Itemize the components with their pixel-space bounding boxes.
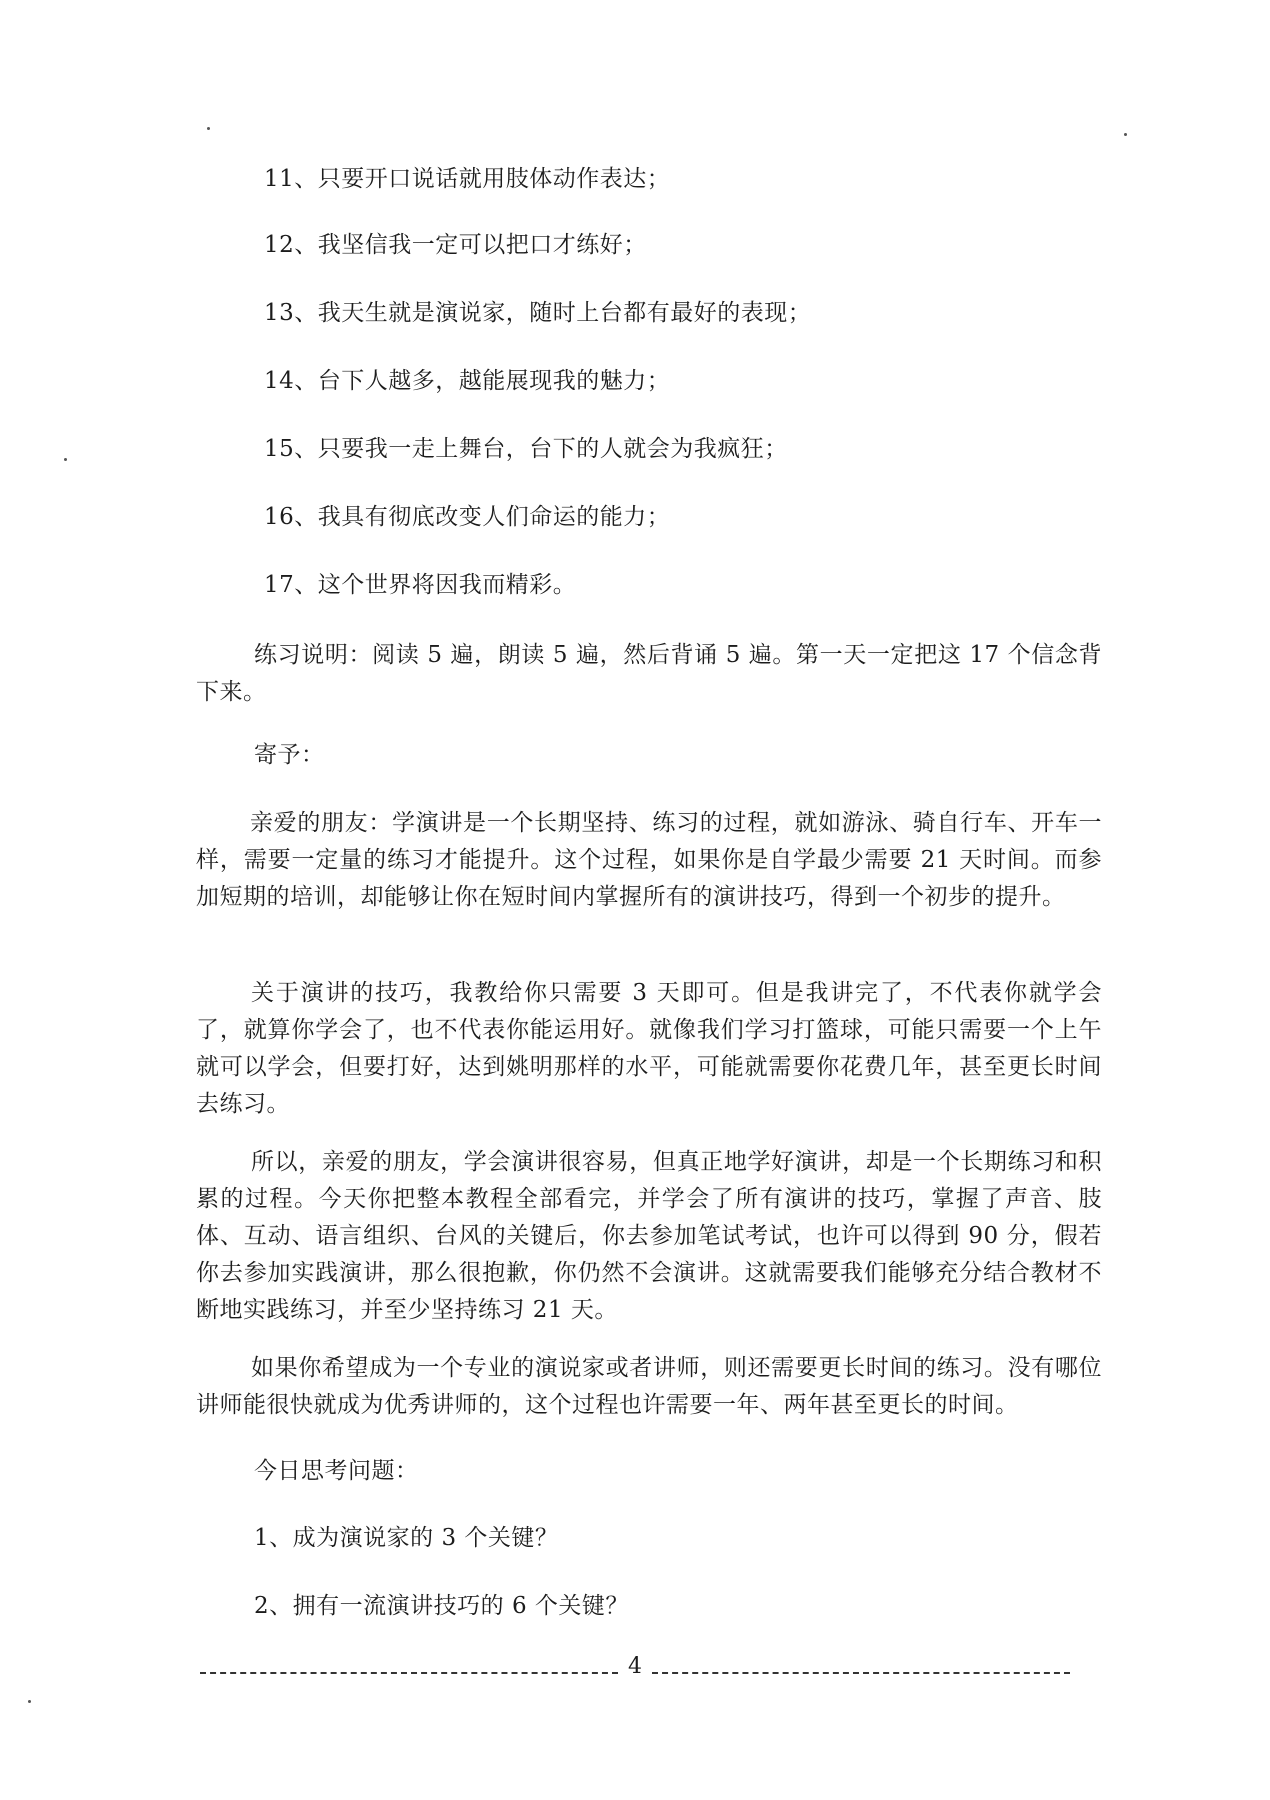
belief-item: 15、只要我一走上舞台，台下的人就会为我疯狂； (264, 436, 788, 462)
belief-item: 11、只要开口说话就用肢体动作表达； (264, 166, 671, 192)
scan-speck (1124, 133, 1127, 136)
belief-item: 17、这个世界将因我而精彩。 (264, 572, 577, 598)
practice-note: 练习说明：阅读 5 遍，朗读 5 遍，然后背诵 5 遍。第一天一定把这 17 个信念背下来。 (196, 642, 1102, 705)
belief-item: 13、我天生就是演说家，随时上台都有最好的表现； (264, 300, 812, 326)
body-paragraph: 亲爱的朋友：学演讲是一个长期坚持、练习的过程，就如游泳、骑自行车、开车一样，需要一定量的练习才能提升。这个过程，如果你是自学最少需要 21 天时间。而参加短期的培训，却能够让你在短时间内掌握所有的演讲技巧，得到一个初步的提升。 (196, 810, 1102, 910)
scan-speck (28, 1700, 31, 1703)
question-item: 1、成为演说家的 3 个关键？ (254, 1525, 559, 1551)
body-paragraph: 关于演讲的技巧，我教给你只需要 3 天即可。但是我讲完了，不代表你就学会了，就算你学会了，也不代表你能运用好。就像我们学习打篮球，可能只需要一个上午就可以学会，但要打好，达到姚明那样的水平，可能就需要你花费几年，甚至更长时间去练习。 (196, 980, 1102, 1117)
question-item: 2、拥有一流演讲技巧的 6 个关键？ (254, 1593, 629, 1619)
scan-speck (64, 458, 67, 461)
belief-item: 14、台下人越多，越能展现我的魅力； (264, 368, 671, 394)
body-paragraph: 如果你希望成为一个专业的演说家或者讲师，则还需要更长时间的练习。没有哪位讲师能很快就成为优秀讲师的，这个过程也许需要一年、两年甚至更长的时间。 (196, 1355, 1102, 1418)
footer-divider-right (652, 1672, 1070, 1674)
questions-heading: 今日思考问题： (254, 1458, 419, 1484)
scan-speck (207, 127, 210, 130)
body-paragraph: 所以，亲爱的朋友，学会演讲很容易，但真正地学好演讲，却是一个长期练习和积累的过程。今天你把整本教程全部看完，并学会了所有演讲的技巧，掌握了声音、肢体、互动、语言组织、台风的关键后，你去参加笔试考试，也许可以得到 90 分，假若你去参加实践演讲，那么很抱歉，你仍然不会演讲。这就需要我们能够充分结合教材不断地实践练习，并至少坚持练习 21 天。 (196, 1149, 1102, 1323)
page-footer (200, 1650, 1070, 1680)
footer-divider-left (200, 1672, 618, 1674)
page-number: 4 (628, 1654, 642, 1679)
dedication-heading: 寄予： (254, 742, 325, 768)
belief-item: 12、我坚信我一定可以把口才练好； (264, 232, 647, 258)
belief-item: 16、我具有彻底改变人们命运的能力； (264, 504, 671, 530)
